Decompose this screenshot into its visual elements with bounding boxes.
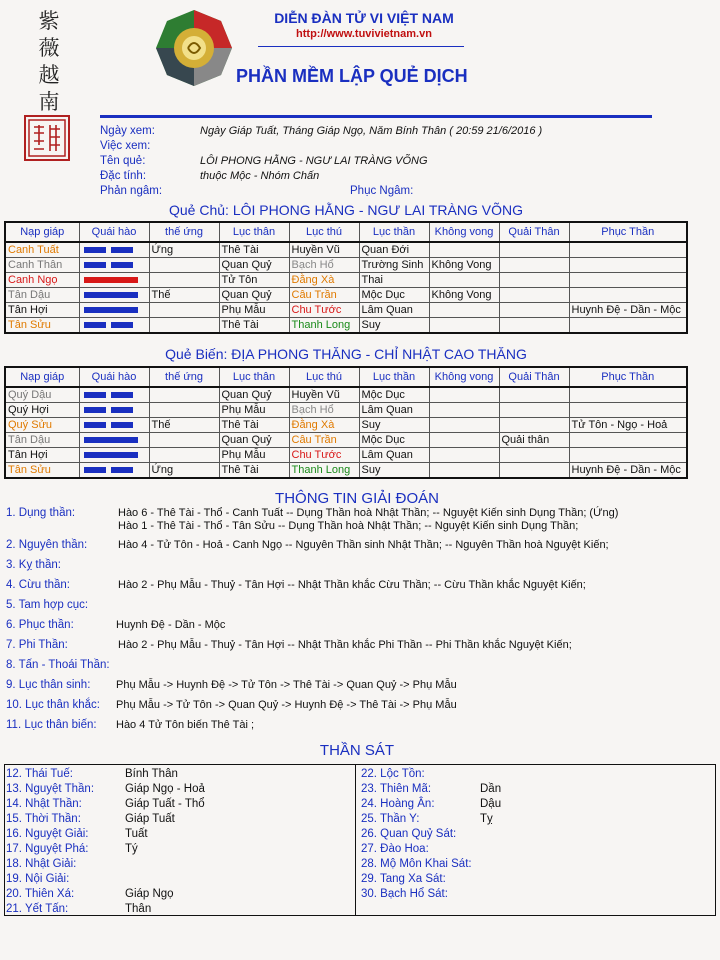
title-char: 紫 [38,9,60,33]
yao-segment [84,307,138,313]
than-sat-label: 17. Nguyệt Phá: [6,843,89,855]
table-row [5,463,687,479]
than-sat-value: Giáp Tuất [125,813,175,825]
the-ung-cell: Thế [149,418,219,433]
yin-line-icon [82,418,147,432]
table-row [5,433,687,448]
luc-thu-cell: Thanh Long [289,463,359,479]
the-ung-cell [149,448,219,463]
than-sat-value: Tỵ [480,813,493,825]
khong-vong-cell [429,303,499,318]
col-the-ung: thế ứng [149,367,219,387]
que-bien-table [4,366,688,479]
nap-giap-cell: Quý Dậu [5,387,79,403]
the-ung-cell [149,258,219,273]
yao-segment [111,262,133,268]
luc-than-cell: Thê Tài [219,318,289,334]
than-sat-title: THẦN SÁT [319,742,395,759]
quai-than-cell [499,273,569,288]
luc-than-2-cell: Quan Đới [359,242,429,258]
phuc-than-cell [569,318,687,334]
col-khong-vong: Không vong [429,367,499,387]
yao-segment [111,392,133,398]
luc-than-2-cell: Suy [359,418,429,433]
que-bien-title: Quẻ Biến: ĐỊA PHONG THĂNG - CHỈ NHẬT CAO THĂNG [165,346,527,362]
yao-segment [84,407,106,413]
nap-giap-cell: Canh Ngọ [5,273,79,288]
than-sat-value: Giáp Tuất - Thổ [125,798,205,810]
luc-than-cell: Tử Tôn [219,273,289,288]
yao-segment [84,437,138,443]
table-row [5,303,687,318]
phuc-than-cell [569,403,687,418]
quai-than-cell [499,318,569,334]
yin-line-icon [82,463,147,477]
yao-segment [84,392,106,398]
quai-than-cell [499,418,569,433]
nap-giap-cell: Tân Dậu [5,433,79,448]
quai-hao-cell [79,258,149,273]
the-ung-cell: Ứng [149,463,219,479]
nap-giap-cell: Tân Sửu [5,463,79,479]
interpretation-label: 6. Phục thần: [6,619,74,631]
the-ung-cell [149,318,219,334]
quai-than-cell [499,448,569,463]
luc-than-cell: Phụ Mẫu [219,303,289,318]
table-row [5,318,687,334]
phuc-than-cell [569,448,687,463]
yao-segment [84,262,106,268]
quai-hao-cell [79,273,149,288]
interpretation-value: Hào 2 - Phụ Mẫu - Thuỷ - Tân Hợi -- Nhật Thần khắc Phi Thần -- Phi Thần khắc Nguyệt Kiến; [118,639,572,651]
phuc-than-cell: Huynh Đệ - Dần - Mộc [569,463,687,479]
col-khong-vong: Không vong [429,222,499,242]
quai-than-cell [499,387,569,403]
table-row [5,288,687,303]
than-sat-value: Dậu [480,798,502,810]
yin-line-icon [82,243,147,257]
luc-thu-cell: Huyền Vũ [289,387,359,403]
interpretation-value: Hào 1 - Thê Tài - Thổ - Tân Sửu -- Dụng Thần hoà Nhật Thần; -- Nguyệt Kiến sinh Dụng Thần; [118,520,579,532]
quai-than-cell [499,288,569,303]
phuc-than-cell: Tử Tôn - Ngọ - Hoả [569,418,687,433]
luc-than-2-cell: Suy [359,463,429,479]
the-ung-cell [149,273,219,288]
interpretation-label: 11. Lục thân biến: [6,719,97,731]
nap-giap-cell: Tân Hợi [5,303,79,318]
quai-hao-cell [79,403,149,418]
than-sat-label: 28. Mộ Môn Khai Sát: [361,858,472,870]
quai-hao-cell [79,463,149,479]
nap-giap-cell: Tân Sửu [5,318,79,334]
luc-than-cell: Thê Tài [219,242,289,258]
interpretation-label: 4. Cừu thần: [6,579,70,591]
luc-than-cell: Thê Tài [219,463,289,479]
luc-than-2-cell: Lâm Quan [359,303,429,318]
interpretation-label: 2. Nguyên thần: [6,539,88,551]
yao-segment [84,452,138,458]
nap-giap-cell: Quý Hợi [5,403,79,418]
yao-segment [111,322,133,328]
quai-hao-cell [79,318,149,334]
phuc-than-cell [569,387,687,403]
khong-vong-cell [429,318,499,334]
luc-than-cell: Quan Quỷ [219,387,289,403]
luc-than-2-cell: Trường Sinh [359,258,429,273]
luc-than-cell: Phụ Mẫu [219,448,289,463]
luc-thu-cell: Bạch Hổ [289,403,359,418]
phuc-than-cell [569,288,687,303]
the-ung-cell [149,403,219,418]
table-row [5,258,687,273]
dac-tinh-label: Đặc tính: [100,170,147,182]
table-row [5,448,687,463]
interpretation-value: Phụ Mẫu -> Huynh Đệ -> Tử Tôn -> Thê Tài -> Quan Quỷ -> Phụ Mẫu [116,679,457,691]
khong-vong-cell [429,433,499,448]
luc-thu-cell: Đằng Xà [289,418,359,433]
yao-segment [111,407,133,413]
than-sat-label: 23. Thiên Mã: [361,783,432,795]
than-sat-label: 29. Tang Xa Sát: [361,873,446,885]
quai-hao-cell [79,387,149,403]
phuc-than-cell [569,273,687,288]
than-sat-label: 13. Nguyệt Thần: [6,783,95,795]
interpretation-value: Hào 4 - Tử Tôn - Hoả - Canh Ngọ -- Nguyên Thần sinh Nhật Thần; -- Nguyên Thần hoà Nguyệt Kiến; [118,539,609,551]
title-char: 薇 [38,36,60,60]
viec-xem-label: Việc xem: [100,140,151,152]
table-row [5,273,687,288]
yang-line-icon [82,288,147,302]
forum-name: DIỄN ĐÀN TỬ VI VIỆT NAM [274,10,454,26]
than-sat-label: 20. Thiên Xá: [6,888,75,900]
than-sat-value: Tý [125,843,138,855]
col-luc-than: Lục thân [219,222,289,242]
khong-vong-cell [429,273,499,288]
khong-vong-cell [429,403,499,418]
luc-than-cell: Phụ Mẫu [219,403,289,418]
quai-than-cell: Quải thân [499,433,569,448]
nap-giap-cell: Tân Dậu [5,288,79,303]
yang-line-icon [82,303,147,317]
col-luc-thu: Lục thú [289,222,359,242]
khong-vong-cell [429,242,499,258]
table-header-row [5,222,687,242]
interpretation-value: Hào 4 Tử Tôn biến Thê Tài ; [116,719,255,731]
quai-hao-cell [79,433,149,448]
phuc-ngam-label: Phục Ngâm: [350,185,414,197]
interpretation-label: 10. Lục thân khắc: [6,699,100,711]
col-luc-thu: Lục thú [289,367,359,387]
interpretation-label: 5. Tam hợp cục: [6,599,89,611]
yin-line-icon [82,403,147,417]
nap-giap-cell: Canh Thân [5,258,79,273]
than-sat-value: Tuất [125,828,148,840]
than-sat-value: Dần [480,783,502,795]
que-chu-title: Quẻ Chủ: LÔI PHONG HẰNG - NGƯ LAI TRÀNG VÕNG [169,202,523,218]
quai-hao-cell [79,418,149,433]
nap-giap-cell: Quý Sửu [5,418,79,433]
phuc-than-cell [569,433,687,448]
yao-segment [84,422,106,428]
divider [258,46,464,47]
interpretation-label: 7. Phi Thần: [6,639,68,651]
than-sat-value: Thân [125,903,152,915]
col-luc-than-2: Lục thần [359,367,429,387]
que-chu-table [4,221,688,334]
than-sat-label: 27. Đào Hoa: [361,843,429,855]
ten-que-value: LÔI PHONG HẰNG - NGƯ LAI TRÀNG VÕNG [200,155,428,167]
col-quai-than: Quải Thân [499,222,569,242]
yin-line-icon [82,318,147,332]
ngay-xem-label: Ngày xem: [100,125,155,137]
than-sat-value: Giáp Ngọ - Hoả [125,783,205,795]
quai-hao-cell [79,242,149,258]
col-quai-hao: Quái hào [79,222,149,242]
col-nap-giap: Nạp giáp [5,222,79,242]
interpretation-value: Phụ Mẫu -> Tử Tôn -> Quan Quỷ -> Huynh Đệ -> Thê Tài -> Phụ Mẫu [116,699,457,711]
khong-vong-cell: Không Vong [429,288,499,303]
luc-thu-cell: Chu Tước [289,448,359,463]
yao-segment [84,292,138,298]
luc-thu-cell: Đằng Xà [289,273,359,288]
title-char: 南 [38,90,60,114]
luc-than-cell: Thê Tài [219,418,289,433]
than-sat-label: 12. Thái Tuế: [6,768,73,780]
than-sat-label: 22. Lộc Tồn: [361,768,425,780]
luc-than-2-cell: Mộc Dục [359,433,429,448]
luc-thu-cell: Câu Trần [289,433,359,448]
khong-vong-cell [429,418,499,433]
yao-segment [111,467,133,473]
interpretation-value: Huynh Đệ - Dần - Mộc [116,619,226,631]
yin-line-icon [82,388,147,402]
than-sat-label: 26. Quan Quỷ Sát: [361,828,457,840]
ngay-xem-value: Ngày Giáp Tuất, Tháng Giáp Ngọ, Năm Bính Thân ( 20:59 21/6/2016 ) [200,125,543,137]
khong-vong-cell [429,387,499,403]
interpretation-label: 3. Kỵ thần: [6,559,61,571]
header-separator [100,115,652,118]
table-row [5,418,687,433]
interpretation-title: THÔNG TIN GIẢI ĐOÁN [275,490,439,507]
the-ung-cell: Thế [149,288,219,303]
interpretation-value: Hào 2 - Phụ Mẫu - Thuỷ - Tân Hợi -- Nhật Thần khắc Cừu Thần; -- Cừu Thần khắc Nguyệt Kiến; [118,579,586,591]
phuc-than-cell: Huynh Đệ - Dần - Mộc [569,303,687,318]
table-header-row [5,367,687,387]
interpretation-label: 8. Tấn - Thoái Thần: [6,659,110,671]
table-row [5,242,687,258]
yang-line-icon [82,448,147,462]
col-phuc-than: Phục Thần [569,222,687,242]
quai-hao-cell [79,288,149,303]
luc-than-2-cell: Mộc Dục [359,387,429,403]
col-quai-hao: Quái hào [79,367,149,387]
col-nap-giap: Nạp giáp [5,367,79,387]
luc-thu-cell: Câu Trần [289,288,359,303]
bagua-logo-icon [154,8,234,91]
khong-vong-cell [429,448,499,463]
than-sat-label: 30. Bạch Hổ Sát: [361,888,448,900]
quai-than-cell [499,303,569,318]
yang-line-icon [82,433,147,447]
quai-than-cell [499,463,569,479]
luc-thu-cell: Huyền Vũ [289,242,359,258]
the-ung-cell [149,387,219,403]
quai-hao-cell [79,303,149,318]
yao-segment [84,277,138,283]
nap-giap-cell: Tân Hợi [5,448,79,463]
khong-vong-cell [429,463,499,479]
yao-segment [84,247,106,253]
quai-than-cell [499,258,569,273]
table-row [5,387,687,403]
luc-than-2-cell: Suy [359,318,429,334]
interpretation-label: 1. Dụng thần: [6,507,76,519]
than-sat-label: 15. Thời Thần: [6,813,81,825]
dac-tinh-value: thuộc Mộc - Nhóm Chấn [200,170,320,182]
luc-than-2-cell: Lâm Quan [359,448,429,463]
title-char: 越 [38,63,60,87]
table-row [5,403,687,418]
ten-que-label: Tên quẻ: [100,155,146,167]
yao-segment [111,422,133,428]
khong-vong-cell: Không Vong [429,258,499,273]
luc-than-2-cell: Mộc Dục [359,288,429,303]
quai-hao-cell [79,448,149,463]
phan-ngam-label: Phản ngâm: [100,185,163,197]
phuc-than-cell [569,242,687,258]
the-ung-cell: Ứng [149,242,219,258]
than-sat-label: 14. Nhật Thần: [6,798,82,810]
quai-than-cell [499,242,569,258]
the-ung-cell [149,303,219,318]
page-title: PHẦN MỀM LẬP QUẺ DỊCH [236,66,468,86]
col-the-ung: thế ứng [149,222,219,242]
quai-than-cell [499,403,569,418]
vertical-chinese-title [36,8,62,116]
than-sat-label: 19. Nội Giải: [6,873,70,885]
forum-url-link[interactable]: http://www.tuvivietnam.vn [296,28,432,40]
than-sat-box [4,764,716,916]
luc-thu-cell: Thanh Long [289,318,359,334]
col-luc-than-2: Lục thần [359,222,429,242]
than-sat-label: 25. Thần Y: [361,813,420,825]
than-sat-divider [355,764,356,916]
phuc-than-cell [569,258,687,273]
than-sat-label: 21. Yết Tấn: [6,903,69,915]
than-sat-value: Giáp Ngọ [125,888,174,900]
luc-than-cell: Quan Quỷ [219,258,289,273]
yao-segment [111,247,133,253]
luc-than-2-cell: Thai [359,273,429,288]
col-luc-than: Lục thân [219,367,289,387]
luc-thu-cell: Chu Tước [289,303,359,318]
col-phuc-than: Phục Thần [569,367,687,387]
luc-than-cell: Quan Quỷ [219,433,289,448]
yang-line-icon [82,273,147,287]
than-sat-label: 24. Hoàng Ân: [361,798,435,810]
luc-than-cell: Quan Quỷ [219,288,289,303]
luc-than-2-cell: Lâm Quan [359,403,429,418]
luc-thu-cell: Bạch Hổ [289,258,359,273]
nap-giap-cell: Canh Tuất [5,242,79,258]
yao-segment [84,467,106,473]
than-sat-label: 18. Nhật Giải: [6,858,77,870]
red-seal-icon [24,115,70,161]
than-sat-label: 16. Nguyệt Giải: [6,828,89,840]
the-ung-cell [149,433,219,448]
interpretation-label: 9. Lục thân sinh: [6,679,91,691]
than-sat-value: Bính Thân [125,768,178,780]
yin-line-icon [82,258,147,272]
interpretation-value: Hào 6 - Thê Tài - Thổ - Canh Tuất -- Dụng Thần hoà Nhật Thần; -- Nguyệt Kiến sinh Dụng Thần; (Ứng) [118,507,619,519]
yao-segment [84,322,106,328]
col-quai-than: Quải Thân [499,367,569,387]
